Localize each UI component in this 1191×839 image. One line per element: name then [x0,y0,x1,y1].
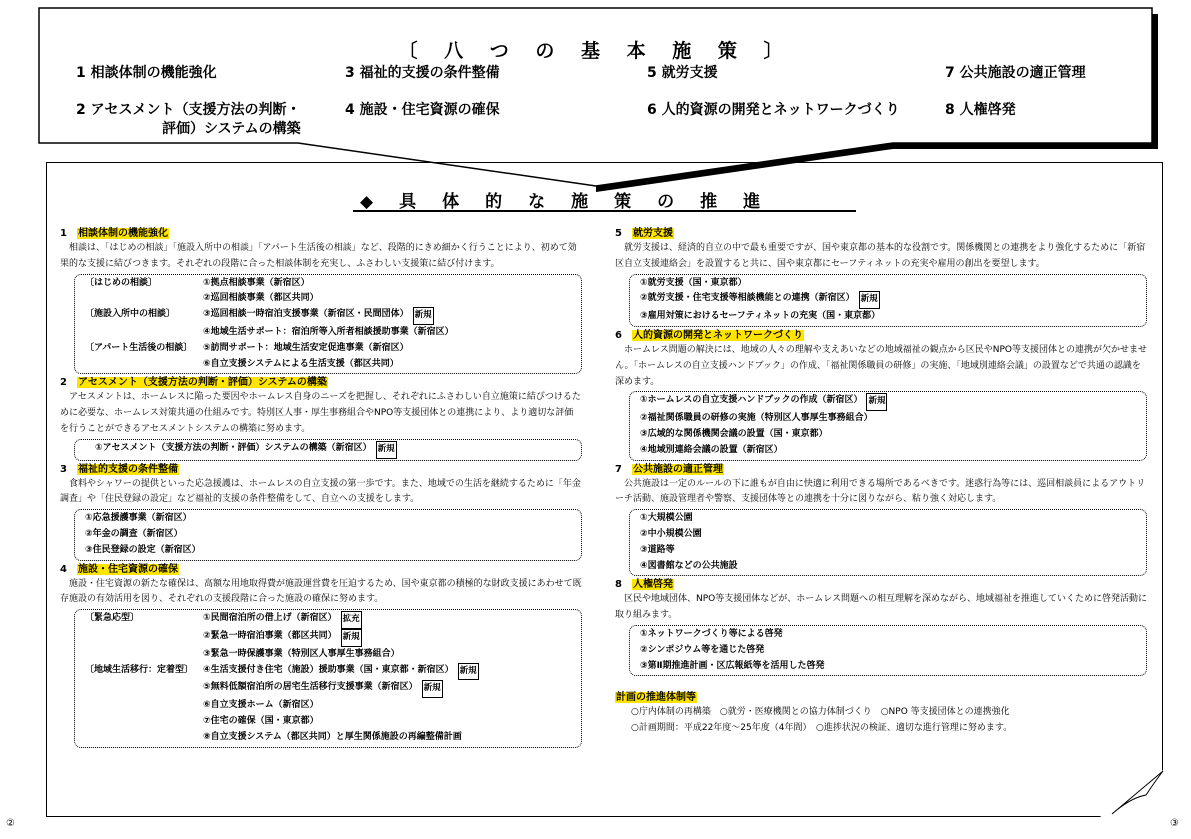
new-badge: 新規 [341,629,362,647]
new-badge: 新規 [422,680,443,698]
policy-8: 8 人権啓発 [945,102,1016,118]
main-title: ◆ 具 体 的 な 施 策 の 推 進 [360,192,761,212]
list-item: ①大規模公園 [640,513,693,524]
list-item: 〔施設入所中の相談〕 ③巡回相談一時宿泊支援事業（新宿区・民間団体） 新規 [85,307,571,325]
plan-section [615,690,1147,737]
policy-1: 1 相談体制の機能強化 [76,65,217,81]
list-item: ①アセスメント（支援方法の判断・評価）システムの構築（新宿区） 新規 [85,441,571,459]
page-number-right: ③ [1170,818,1179,829]
list-item: ⑥自立支援システムによる生活支援（都区共同） [203,358,399,369]
policy-5: 5 就労支援 [647,65,718,81]
list-item: ③雇用対策におけるセーフティネットの充実（国・東京都） [640,311,881,322]
section-6-heading: 6 人的資源の開発とネットワークづくり [615,329,803,341]
section-3-text: 食料やシャワーの提供といった応急援護は、ホームレスの自立支援の第一歩です。また、地域での生活を継続するために「年金調査」や「住民登録の設定」など福祉的支援の条件整備をして、自立への支援をします。 [60,478,581,505]
section-3-box [74,509,582,560]
plan-line-2: ○計画期間：平成22年度～25年度（4年間） ○進捗状況の検証、適切な進行管理に努めます。 [631,723,1013,734]
list-item: ②就労支援・住宅支援等相談機能との連携（新宿区） 新規 [640,291,1136,309]
section-4-heading: 4 施設・住宅資源の確保 [60,563,178,575]
list-item: ②シンポジウム等を通じた啓発 [640,644,765,655]
page-number-left: ② [6,818,15,829]
section-6-text: ホームレス問題の解決には、地域の人々の理解や支えあいなどの地域福祉の観点から区民やNPO等支援団体との連携が欠かせません。「ホームレスの自立支援ハンドブック」の作成、「福祉関係職員の研修」の実施、「地域別連絡会議」の設置などで共通の認識を深めます。 [615,344,1147,387]
section-2-heading: 2 アセスメント（支援方法の判断・評価）システムの構築 [60,377,327,389]
list-item: ③道路等 [640,544,675,555]
list-item: ③広域的な関係機関会議の設置（国・東京都） [640,428,828,439]
list-item: ①ホームレスの自立支援ハンドブックの作成（新宿区） 新規 [640,393,1136,411]
section-4-text: 施設・住宅資源の新たな確保は、高額な用地取得費が施設運営費を圧迫するため、国や東京都の積極的な財政支援にあわせて既存施設の有効活用を図り、それぞれの支援段階に合った施設の確保に努めます。 [60,578,582,605]
list-item: ④地域別連絡会議の設置（新宿区） [640,444,783,455]
list-item: ①ネットワークづくり等による啓発 [640,628,783,639]
section-3-heading: 3 福祉的支援の条件整備 [60,463,178,475]
list-item: ②巡回相談事業（都区共同） [203,293,319,304]
section-1-heading: 1 相談体制の機能強化 [60,228,168,239]
policy-2-line1: 2 アセスメント（支援方法の判断・ [76,102,301,118]
list-item: 〔緊急応型〕 ①民間宿泊所の借上げ（新宿区） 拡充 [85,611,571,629]
section-5-heading: 5 就労支援 [615,228,673,239]
plan-line-1: ○庁内体制の再構築 ○就労・医療機関との協力体制づくり ○NPO 等支援団体との連携強化 [631,707,1010,718]
list-item: ⑤無料低額宿泊所の居宅生活移行支援事業（新宿区） 新規 [85,680,571,698]
list-item: 〔地域生活移行：定着型〕 ④生活支援付き住宅（施設）援助事業（国・東京都・新宿区） 新規 [85,663,571,681]
section-6-box [629,391,1147,460]
list-item: ②緊急一時宿泊事業（都区共同） 新規 [85,629,571,647]
list-item: ①応急援護事業（新宿区） [85,513,192,524]
policy-4: 4 施設・住宅資源の確保 [345,102,500,118]
list-item: ④図書館などの公共施設 [640,560,738,571]
policy-7: 7 公共施設の適正管理 [945,65,1086,81]
page-curl-icon [1100,770,1164,818]
right-column [615,226,1147,737]
new-badge: 新規 [376,441,397,459]
new-badge: 新規 [866,393,887,411]
list-item: ②中小規模公園 [640,528,702,539]
list-item: ①就労支援（国・東京都） [640,277,747,288]
list-item: 〔アパート生活後の相談〕 ⑤訪問サポート：地域生活安定促進事業（新宿区） [85,342,409,353]
new-badge: 新規 [458,663,479,681]
section-8-heading: 8 人権啓発 [615,579,673,591]
section-4-box [74,609,582,747]
section-5-box [629,274,1147,327]
list-item: 〔はじめの相談〕 ①拠点相談事業（新宿区） [85,277,310,288]
list-item: ④地域生活サポート：宿泊所等入所者相談援助事業（新宿区） [203,326,454,337]
section-2-box [74,439,582,461]
banner-title: 〔 八 つ の 基 本 施 策 〕 [398,40,793,62]
list-item: ③住民登録の設定（新宿区） [85,544,201,555]
policy-3: 3 福祉的支援の条件整備 [345,65,500,81]
section-8-box [629,625,1147,676]
plan-heading: 計画の推進体制等 [616,692,696,704]
expand-badge: 拡充 [341,611,362,629]
list-item: ②年金の調査（新宿区） [85,528,183,539]
policy-6: 6 人的資源の開発とネットワークづくり [647,102,900,118]
section-8-text: 区民や地域団体、NPO等支援団体などが、ホームレス問題への相互理解を深めながら、地域福祉を推進していくために啓発活動に取り組みます。 [615,594,1147,621]
section-7-heading: 7 公共施設の適正管理 [615,463,723,475]
section-7-text: 公共施設は一定のルールの下に誰もが自由に快適に利用できる場所であるべきです。迷惑行為等には、巡回相談員によるアウトリーチ活動、施設管理者や警察、支援団体等との連携を十分に図りながら、粘り強く対応します。 [615,478,1146,505]
list-item: ③第Ⅱ期推進計画・区広報紙等を活用した啓発 [640,660,825,671]
title-underline [353,210,856,212]
section-7-box [629,509,1147,576]
list-item: ③緊急一時保護事業（特別区人事厚生事務組合） [203,648,400,659]
section-2-text: アセスメントは、ホームレスに陥った要因やホームレス自身のニーズを把握し、それぞれにふさわしい自立施策に結びつけるために必要な、ホームレス対策共通の仕組みです。特別区人事・厚生事務組合やNPO等支援団体との連携により、より適切な評価を行うことができるアセスメントシステムの構築に努めます。 [60,392,581,434]
list-item: ⑥自立支援ホーム（新宿区） [203,700,319,711]
policy-2-line2: 評価）システムの構築 [162,121,301,137]
new-badge: 新規 [413,307,434,325]
new-badge: 新規 [859,291,880,309]
section-5-text: 就労支援は、経済的自立の中で最も重要ですが、国や東京都の基本的な役割です。関係機関との連携をより強化するために「新宿区自立支援連絡会」を設置すると共に、国や東京都にセーフティネットの充実や雇用の創出を要望します。 [615,243,1146,269]
section-1-box [74,274,582,375]
left-column [60,226,582,749]
list-item: ⑦住宅の確保（国・東京都） [203,715,319,726]
list-item: ②福祉関係職員の研修の実施（特別区人事厚生事務組合） [640,413,873,424]
section-1-text: 相談は、「はじめの相談」「施設入所中の相談」「アパート生活後の相談」など、段階的にきめ細かく行うことにより、初めて効果的な支援に結びつきます。それぞれの段階に合った相談体制を充実し、ふさわしい支援策に結び付けます。 [60,243,577,269]
list-item: ⑧自立支援システム（都区共同）と厚生関係施設の再編整備計画 [203,731,462,742]
